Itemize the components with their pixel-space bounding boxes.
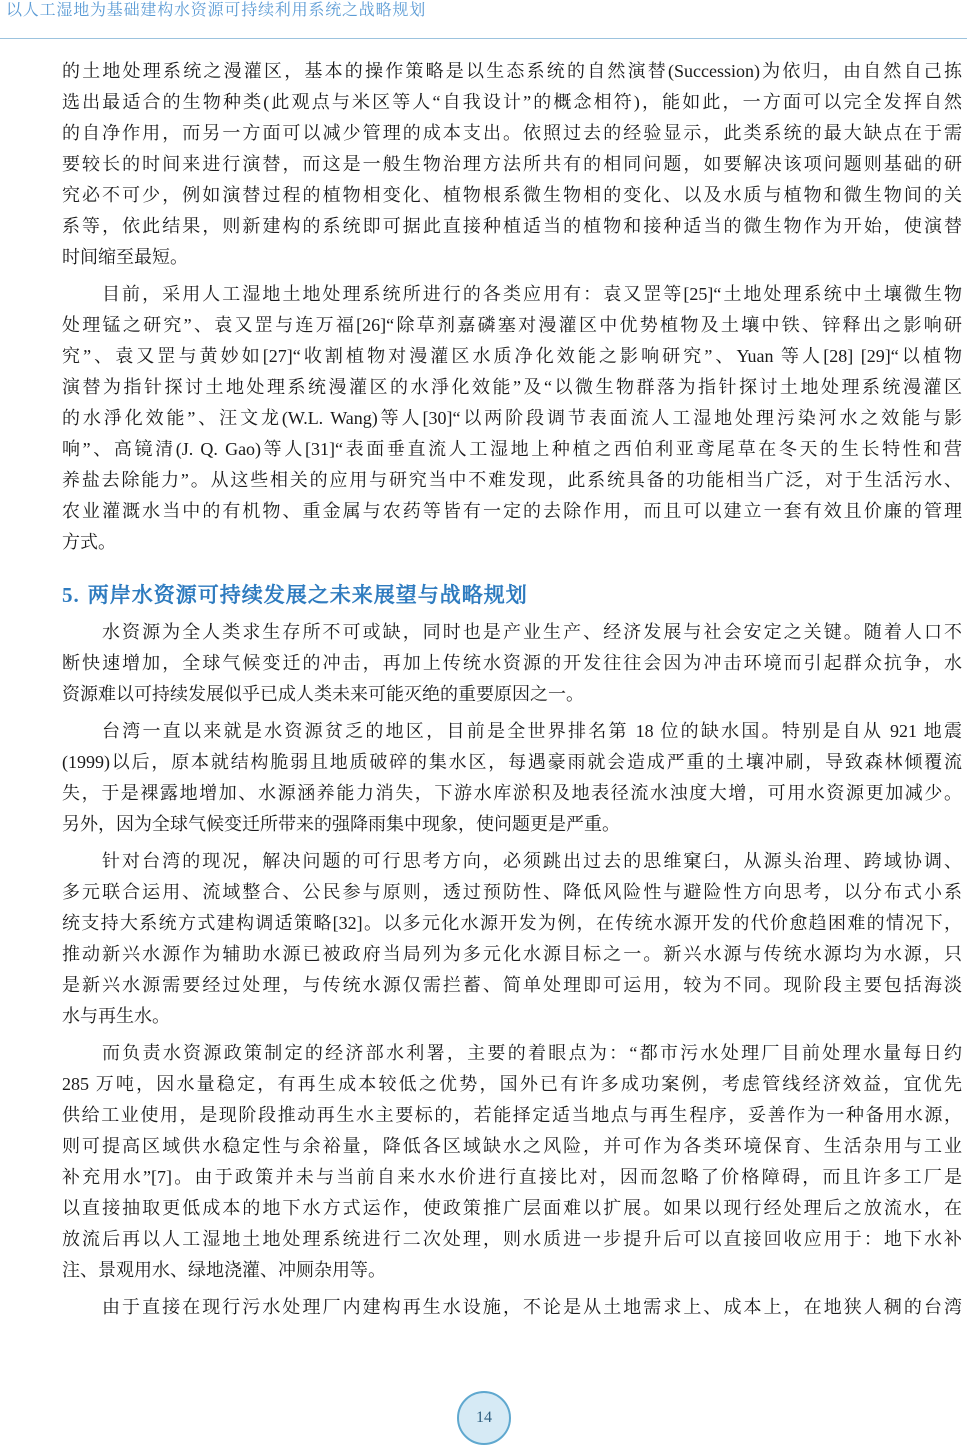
text-line: 补充用水”[7]。由于政策并未与当前自来水水价进行直接比对，因而忽略了价格障碍，而且许多工厂是	[62, 1167, 962, 1187]
text-line: 方式。	[62, 532, 116, 552]
text-line: 注、景观用水、绿地浇灌、冲厕杂用等。	[62, 1260, 386, 1280]
paragraph	[62, 1038, 962, 1286]
page-number-badge	[457, 1391, 511, 1445]
section-heading	[62, 579, 962, 611]
text-line: 放流后再以人工湿地土地处理系统进行二次处理，则水质进一步提升后可以直接回收应用于：地下水补	[62, 1229, 962, 1249]
text-line: 响”、高镜清(J. Q. Gao)等人[31]“表面垂直流人工湿地上种植之西伯利亚鸢尾草在冬天的生长特性和营	[62, 439, 962, 459]
paragraph	[62, 846, 962, 1032]
paragraph	[62, 1292, 962, 1323]
running-header	[6, 0, 426, 21]
text-line: 供给工业使用，是现阶段推动再生水主要标的，若能择定适当地点与再生程序，妥善作为一种备用水源，	[62, 1105, 962, 1125]
text-line: 要较长的时间来进行演替，而这是一般生物治理方法所共有的相同问题，如要解决该项问题则基础的研	[62, 154, 962, 174]
text-line: 而负责水资源政策制定的经济部水利署，主要的着眼点为：“都市污水处理厂目前处理水量每日约	[102, 1043, 962, 1063]
text-line: 选出最适合的生物种类(此观点与米区等人“自我设计”的概念相符)，能如此，一方面可以完全发挥自然	[62, 92, 962, 112]
text-line: 断快速增加，全球气候变迁的冲击，再加上传统水资源的开发往往会因为冲击环境而引起群众抗争，水	[62, 653, 962, 673]
text-line: 的水淨化效能”、汪文龙(W.L. Wang)等人[30]“以两阶段调节表面流人工湿地处理污染河水之效能与影	[62, 408, 962, 428]
body-text	[62, 56, 962, 1323]
text-line: 失，于是裸露地增加、水源涵养能力消失，下游水库淤积及地表径流水浊度大增，可用水资源更加减少。	[62, 783, 962, 803]
running-header-title: 以人工湿地为基础建构水资源可持续利用系统之战略规划	[6, 2, 427, 19]
page-number: 14	[476, 1409, 492, 1426]
text-line: 以直接抽取更低成本的地下水方式运作，使政策推广层面难以扩展。如果以现行经处理后之放流水，在	[62, 1198, 962, 1218]
text-line: 水资源为全人类求生存所不可或缺，同时也是产业生产、经济发展与社会安定之关键。随着人口不	[102, 622, 962, 642]
header-divider	[0, 38, 967, 39]
text-line: 究必不可少，例如演替过程的植物相变化、植物根系微生物相的变化、以及水质与植物和微生物间的关	[62, 185, 962, 205]
text-line: 台湾一直以来就是水资源贫乏的地区，目前是全世界排名第 18 位的缺水国。特别是自从 921 地震	[102, 721, 962, 741]
text-line: 是新兴水源需要经过处理，与传统水源仅需拦蓄、简单处理即可运用，较为不同。现阶段主要包括海淡	[62, 975, 962, 995]
text-line: 养盐去除能力”。从这些相关的应用与研究当中不难发现，此系统具备的功能相当广泛，对于生活污水、	[62, 470, 962, 490]
text-line: 推动新兴水源作为辅助水源已被政府当局列为多元化水源目标之一。新兴水源与传统水源均为水源，只	[62, 944, 962, 964]
text-line: 由于直接在现行污水处理厂内建构再生水设施，不论是从土地需求上、成本上，在地狭人稠的台湾	[102, 1297, 962, 1317]
text-line: 农业灌溉水当中的有机物、重金属与农药等皆有一定的去除作用，而且可以建立一套有效且价廉的管理	[62, 501, 962, 521]
text-line: 285 万吨，因水量稳定，有再生成本较低之优势，国外已有许多成功案例，考虑管线经济效益，宜优先	[62, 1074, 962, 1094]
text-line: 演替为指针探讨土地处理系统漫灌区的水淨化效能”及“以微生物群落为指针探讨土地处理系统漫灌区	[62, 377, 962, 397]
text-line: 统支持大系统方式建构调适策略[32]。以多元化水源开发为例，在传统水源开发的代价愈趋困难的情况下，	[62, 913, 962, 933]
text-line: 系等，依此结果，则新建构的系统即可据此直接种植适当的植物和接种适当的微生物作为开始，使演替	[62, 216, 962, 236]
text-line: 的土地处理系统之漫灌区，基本的操作策略是以生态系统的自然演替(Succession)为依归，由自然自己拣	[62, 61, 962, 81]
section-title: 两岸水资源可持续发展之未来展望与战略规划	[87, 583, 528, 607]
text-line: 另外，因为全球气候变迁所带来的强降雨集中现象，使问题更是严重。	[62, 814, 620, 834]
text-line: 则可提高区域供水稳定性与余裕量，降低各区域缺水之风险，并可作为各类环境保育、生活杂用与工业	[62, 1136, 962, 1156]
text-line: 时间缩至最短。	[62, 247, 188, 267]
section-number: 5.	[62, 583, 80, 607]
paragraph	[62, 716, 962, 840]
paragraph	[62, 279, 962, 558]
text-line: 多元联合运用、流域整合、公民参与原则，透过预防性、降低风险性与避险性方向思考，以分布式小系	[62, 882, 962, 902]
text-line: 究”、袁又罡与黄妙如[27]“收割植物对漫灌区水质净化效能之影响研究”、Yuan 等人[28] [29]“以植物	[62, 346, 962, 366]
text-line: 的自净作用，而另一方面可以减少管理的成本支出。依照过去的经验显示，此类系统的最大缺点在于需	[62, 123, 962, 143]
text-line: 水与再生水。	[62, 1006, 170, 1026]
text-line: 针对台湾的现况，解决问题的可行思考方向，必须跳出过去的思维窠臼，从源头治理、跨域协调、	[102, 851, 962, 871]
text-line: (1999)以后，原本就结构脆弱且地质破碎的集水区，每遇豪雨就会造成严重的土壤冲刷，导致森林倾覆流	[62, 752, 962, 772]
text-line: 资源难以可持续发展似乎已成人类未来可能灭绝的重要原因之一。	[62, 684, 584, 704]
paragraph	[62, 56, 962, 273]
paragraph	[62, 617, 962, 710]
text-line: 目前，采用人工湿地土地处理系统所进行的各类应用有：袁又罡等[25]“土地处理系统中土壤微生物	[102, 284, 962, 304]
text-line: 处理锰之研究”、袁又罡与连万福[26]“除草剂嘉磷塞对漫灌区中优势植物及土壤中铁、锌释出之影响研	[62, 315, 962, 335]
